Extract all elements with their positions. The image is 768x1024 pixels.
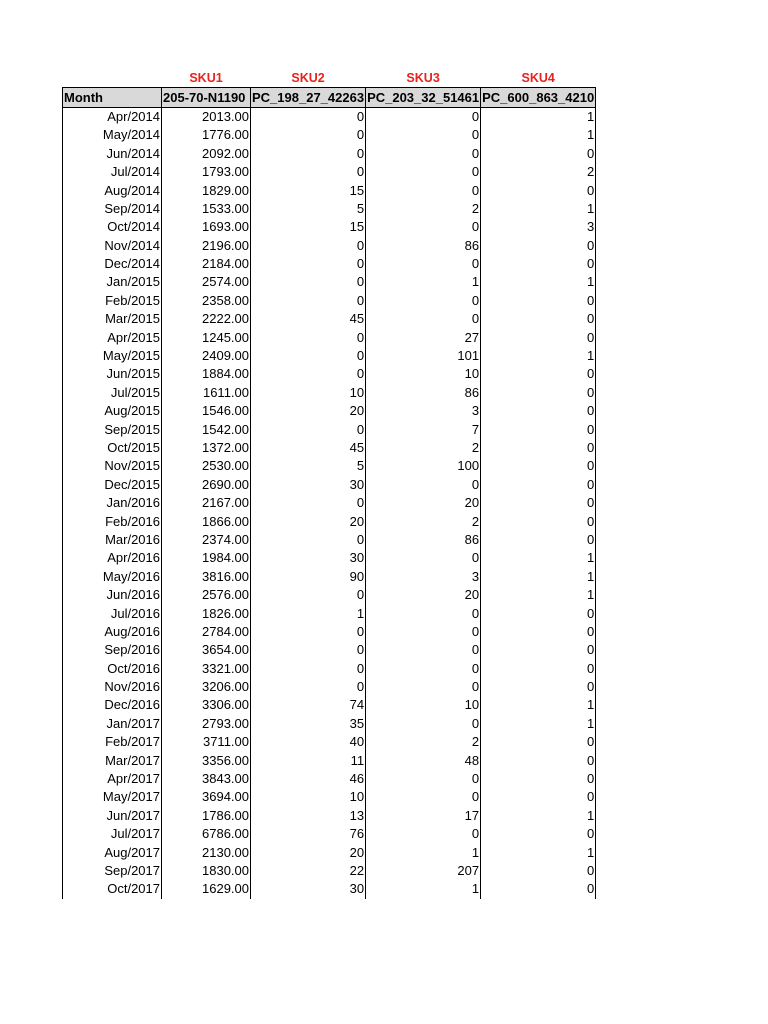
table-cell: Jul/2014 <box>63 163 162 181</box>
table-cell: 10 <box>251 384 366 402</box>
table-cell: 3306.00 <box>162 696 251 714</box>
table-row <box>63 237 596 255</box>
table-cell: 0 <box>481 733 596 751</box>
table-cell: 0 <box>251 531 366 549</box>
table-cell: 86 <box>366 384 481 402</box>
table-cell: 0 <box>481 255 596 273</box>
table-cell: 1546.00 <box>162 402 251 420</box>
table-row <box>63 568 596 586</box>
column-header-cell: Month <box>63 88 162 107</box>
table-row <box>63 715 596 733</box>
table-cell: 2 <box>366 200 481 218</box>
table-cell: 1 <box>481 126 596 144</box>
table-cell: 2409.00 <box>162 347 251 365</box>
table-cell: 0 <box>366 641 481 659</box>
table-cell: Nov/2014 <box>63 237 162 255</box>
table-cell: 1542.00 <box>162 420 251 438</box>
table-cell: 0 <box>366 107 481 126</box>
table-cell: Jan/2016 <box>63 494 162 512</box>
table-row <box>63 347 596 365</box>
table-cell: 0 <box>481 770 596 788</box>
table-cell: Apr/2015 <box>63 328 162 346</box>
table-cell: Jul/2015 <box>63 384 162 402</box>
table-cell: 207 <box>366 862 481 880</box>
table-cell: 90 <box>251 568 366 586</box>
table-cell: Nov/2015 <box>63 457 162 475</box>
table-row <box>63 328 596 346</box>
table-cell: 2358.00 <box>162 292 251 310</box>
table-cell: 0 <box>481 328 596 346</box>
table-cell: 30 <box>251 476 366 494</box>
table-cell: Mar/2016 <box>63 531 162 549</box>
table-cell: 0 <box>481 237 596 255</box>
table-cell: 0 <box>481 604 596 622</box>
table-row <box>63 512 596 530</box>
table-cell: Apr/2017 <box>63 770 162 788</box>
table-cell: 2092.00 <box>162 145 251 163</box>
table-cell: 76 <box>251 825 366 843</box>
table-row <box>63 402 596 420</box>
table-cell: 1830.00 <box>162 862 251 880</box>
table-cell: 1829.00 <box>162 181 251 199</box>
table-cell: Jun/2016 <box>63 586 162 604</box>
table-row <box>63 641 596 659</box>
table-cell: 2 <box>481 163 596 181</box>
table-cell: 0 <box>366 825 481 843</box>
table-row <box>63 825 596 843</box>
table-cell: 0 <box>251 623 366 641</box>
table-cell: 2222.00 <box>162 310 251 328</box>
table-cell: 35 <box>251 715 366 733</box>
table-cell: 3 <box>366 568 481 586</box>
table-cell: Dec/2016 <box>63 696 162 714</box>
table-cell: Sep/2017 <box>63 862 162 880</box>
sku-label-cell: SKU4 <box>521 71 555 86</box>
table-cell: Jul/2017 <box>63 825 162 843</box>
table-row <box>63 586 596 604</box>
table-cell: 20 <box>251 512 366 530</box>
table-cell: May/2015 <box>63 347 162 365</box>
table-row <box>63 420 596 438</box>
table-row <box>63 310 596 328</box>
table-cell: 0 <box>366 292 481 310</box>
table-row <box>63 200 596 218</box>
table-cell: 1 <box>366 880 481 898</box>
table-cell: 2530.00 <box>162 457 251 475</box>
table-cell: 3843.00 <box>162 770 251 788</box>
table-cell: 0 <box>481 862 596 880</box>
table-cell: 0 <box>481 678 596 696</box>
table-cell: 3356.00 <box>162 751 251 769</box>
table-cell: Sep/2015 <box>63 420 162 438</box>
table-cell: 0 <box>251 273 366 291</box>
table-cell: 86 <box>366 531 481 549</box>
table-cell: 1826.00 <box>162 604 251 622</box>
table-cell: 0 <box>366 145 481 163</box>
table-cell: 0 <box>366 310 481 328</box>
table-cell: Feb/2016 <box>63 512 162 530</box>
table-cell: Aug/2015 <box>63 402 162 420</box>
column-header-cell: 205-70-N1190 <box>162 88 251 107</box>
sku-label-cell <box>63 69 162 88</box>
table-cell: Nov/2016 <box>63 678 162 696</box>
column-header-cell: PC_198_27_42263 <box>251 88 366 107</box>
table-cell: 2196.00 <box>162 237 251 255</box>
table-cell: Oct/2017 <box>63 880 162 898</box>
table-cell: 0 <box>366 678 481 696</box>
column-header-cell: PC_600_863_4210 <box>481 88 596 107</box>
table-cell: Jul/2016 <box>63 604 162 622</box>
table-cell: 30 <box>251 549 366 567</box>
table-cell: 1 <box>481 807 596 825</box>
table-cell: 74 <box>251 696 366 714</box>
table-cell: 11 <box>251 751 366 769</box>
table-cell: Mar/2017 <box>63 751 162 769</box>
table-cell: May/2016 <box>63 568 162 586</box>
table-cell: 3654.00 <box>162 641 251 659</box>
table-cell: 0 <box>251 292 366 310</box>
table-cell: 0 <box>251 237 366 255</box>
table-cell: 0 <box>481 420 596 438</box>
table-cell: 1629.00 <box>162 880 251 898</box>
table-cell: Jun/2017 <box>63 807 162 825</box>
table-cell: Sep/2014 <box>63 200 162 218</box>
table-cell: 0 <box>251 328 366 346</box>
sku-label-cell: SKU2 <box>291 71 325 86</box>
table-cell: 0 <box>366 660 481 678</box>
table-cell: 1 <box>481 843 596 861</box>
table-row <box>63 604 596 622</box>
table-row <box>63 733 596 751</box>
table-row <box>63 623 596 641</box>
table-cell: Jun/2014 <box>63 145 162 163</box>
table-cell: 20 <box>366 494 481 512</box>
table-cell: 0 <box>366 715 481 733</box>
table-row <box>63 107 596 126</box>
table-cell: 13 <box>251 807 366 825</box>
table-cell: 0 <box>251 163 366 181</box>
table-cell: 1 <box>366 273 481 291</box>
table-cell: 0 <box>251 660 366 678</box>
table-row <box>63 255 596 273</box>
table-cell: 48 <box>366 751 481 769</box>
table-cell: May/2014 <box>63 126 162 144</box>
table-cell: 10 <box>251 788 366 806</box>
table-cell: 1 <box>366 843 481 861</box>
sku-label-cell: SKU1 <box>189 71 223 86</box>
table-cell: 0 <box>366 549 481 567</box>
table-cell: 10 <box>366 696 481 714</box>
table-cell: 1245.00 <box>162 328 251 346</box>
table-cell: 2793.00 <box>162 715 251 733</box>
table-cell: 0 <box>366 770 481 788</box>
table-body <box>63 69 596 899</box>
table-cell: 0 <box>481 641 596 659</box>
table-row <box>63 126 596 144</box>
table-row <box>63 696 596 714</box>
table-row <box>63 384 596 402</box>
table-row <box>63 145 596 163</box>
table-cell: 0 <box>481 623 596 641</box>
table-cell: 0 <box>481 145 596 163</box>
table-cell: 1866.00 <box>162 512 251 530</box>
table-cell: 0 <box>251 255 366 273</box>
table-cell: Mar/2015 <box>63 310 162 328</box>
table-cell: Aug/2014 <box>63 181 162 199</box>
table-cell: 0 <box>481 384 596 402</box>
table-row <box>63 880 596 898</box>
table-cell: 3 <box>366 402 481 420</box>
table-cell: 46 <box>251 770 366 788</box>
table-cell: 2 <box>366 733 481 751</box>
table-cell: Jan/2015 <box>63 273 162 291</box>
table-cell: 0 <box>481 292 596 310</box>
table-row <box>63 476 596 494</box>
table-cell: 2013.00 <box>162 107 251 126</box>
table-cell: 15 <box>251 181 366 199</box>
table-cell: Dec/2015 <box>63 476 162 494</box>
table-cell: Jun/2015 <box>63 365 162 383</box>
table-cell: 0 <box>481 825 596 843</box>
table-cell: 1 <box>481 715 596 733</box>
table-cell: 0 <box>251 494 366 512</box>
table-cell: 20 <box>251 402 366 420</box>
table-row <box>63 218 596 236</box>
table-cell: 1 <box>481 568 596 586</box>
table-cell: Aug/2017 <box>63 843 162 861</box>
table-cell: 2784.00 <box>162 623 251 641</box>
column-header-row <box>63 88 596 107</box>
table-cell: 86 <box>366 237 481 255</box>
table-cell: 2130.00 <box>162 843 251 861</box>
table-cell: 1 <box>481 586 596 604</box>
table-cell: Jan/2017 <box>63 715 162 733</box>
table-cell: Feb/2015 <box>63 292 162 310</box>
table-cell: 0 <box>366 218 481 236</box>
table-cell: Oct/2016 <box>63 660 162 678</box>
table-cell: 0 <box>251 678 366 696</box>
table-cell: 0 <box>481 310 596 328</box>
table-cell: 0 <box>251 365 366 383</box>
table-cell: 0 <box>366 623 481 641</box>
table-cell: 0 <box>481 402 596 420</box>
table-cell: 3694.00 <box>162 788 251 806</box>
table-cell: 0 <box>481 880 596 898</box>
table-row <box>63 494 596 512</box>
table-cell: 1 <box>481 696 596 714</box>
table-cell: 1 <box>481 107 596 126</box>
table-cell: 0 <box>251 420 366 438</box>
table-cell: 0 <box>481 494 596 512</box>
table-cell: 17 <box>366 807 481 825</box>
table-cell: 0 <box>251 586 366 604</box>
table-row <box>63 531 596 549</box>
table-cell: 0 <box>366 126 481 144</box>
table-cell: 1 <box>481 273 596 291</box>
table-row <box>63 549 596 567</box>
table-cell: 1693.00 <box>162 218 251 236</box>
table-cell: 0 <box>481 512 596 530</box>
table-row <box>63 273 596 291</box>
table-cell: 40 <box>251 733 366 751</box>
table-cell: 2374.00 <box>162 531 251 549</box>
table-cell: 0 <box>251 107 366 126</box>
table-row <box>63 862 596 880</box>
table-cell: Apr/2014 <box>63 107 162 126</box>
table-cell: 0 <box>366 255 481 273</box>
table-cell: 1776.00 <box>162 126 251 144</box>
table-cell: 7 <box>366 420 481 438</box>
table-cell: Feb/2017 <box>63 733 162 751</box>
column-header-cell: PC_203_32_51461 <box>366 88 481 107</box>
table-cell: 0 <box>366 604 481 622</box>
table-row <box>63 660 596 678</box>
table-cell: 0 <box>251 145 366 163</box>
table-cell: 0 <box>481 531 596 549</box>
table-cell: 1 <box>481 200 596 218</box>
table-cell: 3321.00 <box>162 660 251 678</box>
table-cell: 2167.00 <box>162 494 251 512</box>
table-cell: 100 <box>366 457 481 475</box>
table-cell: 1 <box>251 604 366 622</box>
table-cell: 1 <box>481 549 596 567</box>
table-cell: 1 <box>481 347 596 365</box>
table-cell: 0 <box>366 476 481 494</box>
table-cell: 45 <box>251 439 366 457</box>
table-cell: 5 <box>251 200 366 218</box>
table-cell: 2 <box>366 512 481 530</box>
table-cell: 0 <box>251 126 366 144</box>
table-cell: 1793.00 <box>162 163 251 181</box>
table-row <box>63 292 596 310</box>
table-cell: 1884.00 <box>162 365 251 383</box>
table-cell: 101 <box>366 347 481 365</box>
table-cell: 3 <box>481 218 596 236</box>
table-cell: 0 <box>251 347 366 365</box>
table-cell: 3816.00 <box>162 568 251 586</box>
table-row <box>63 678 596 696</box>
table-row <box>63 365 596 383</box>
table-cell: 27 <box>366 328 481 346</box>
table-row <box>63 770 596 788</box>
table-cell: Sep/2016 <box>63 641 162 659</box>
table-cell: 0 <box>366 163 481 181</box>
table-row <box>63 843 596 861</box>
table-cell: 6786.00 <box>162 825 251 843</box>
table-cell: 0 <box>481 457 596 475</box>
table-cell: 1372.00 <box>162 439 251 457</box>
table-cell: 0 <box>481 788 596 806</box>
table-cell: 20 <box>366 586 481 604</box>
sku-label-cell: SKU3 <box>406 71 440 86</box>
table-row <box>63 788 596 806</box>
table-cell: 22 <box>251 862 366 880</box>
table-row <box>63 163 596 181</box>
table-row <box>63 439 596 457</box>
table-cell: 0 <box>481 751 596 769</box>
table-cell: Dec/2014 <box>63 255 162 273</box>
table-cell: 2 <box>366 439 481 457</box>
table-cell: 2574.00 <box>162 273 251 291</box>
table-cell: 0 <box>251 641 366 659</box>
table-cell: 0 <box>481 181 596 199</box>
table-cell: 0 <box>481 365 596 383</box>
table-row <box>63 457 596 475</box>
table-cell: 0 <box>481 660 596 678</box>
table-row <box>63 181 596 199</box>
table-cell: 20 <box>251 843 366 861</box>
table-cell: 1984.00 <box>162 549 251 567</box>
table-cell: 30 <box>251 880 366 898</box>
sales-table <box>62 69 596 899</box>
table-cell: Apr/2016 <box>63 549 162 567</box>
table-cell: 2184.00 <box>162 255 251 273</box>
sku-label-row <box>63 69 596 88</box>
table-cell: Oct/2014 <box>63 218 162 236</box>
table-cell: 3206.00 <box>162 678 251 696</box>
table-cell: 1533.00 <box>162 200 251 218</box>
table-cell: 45 <box>251 310 366 328</box>
table-cell: Oct/2015 <box>63 439 162 457</box>
table-cell: Aug/2016 <box>63 623 162 641</box>
table-cell: 2576.00 <box>162 586 251 604</box>
table-cell: 1611.00 <box>162 384 251 402</box>
table-cell: 0 <box>481 439 596 457</box>
table-cell: 10 <box>366 365 481 383</box>
table-cell: May/2017 <box>63 788 162 806</box>
table-cell: 5 <box>251 457 366 475</box>
table-cell: 0 <box>366 788 481 806</box>
table-cell: 0 <box>366 181 481 199</box>
table-row <box>63 807 596 825</box>
table-row <box>63 751 596 769</box>
table-cell: 3711.00 <box>162 733 251 751</box>
table-cell: 0 <box>481 476 596 494</box>
table-cell: 15 <box>251 218 366 236</box>
table-cell: 1786.00 <box>162 807 251 825</box>
table-cell: 2690.00 <box>162 476 251 494</box>
